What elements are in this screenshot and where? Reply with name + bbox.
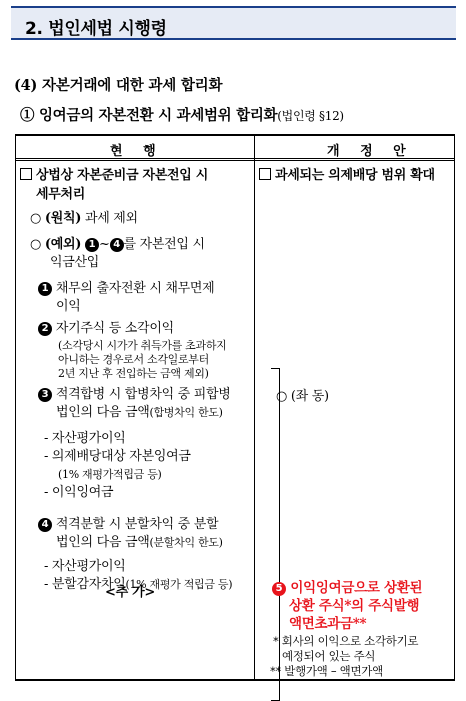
- checkbox-icon: [20, 168, 32, 180]
- subsection-title: ① 잉여금의 자본전환 시 과세범위 합리화: [20, 107, 278, 124]
- principle-text: 과세 제외: [84, 211, 138, 226]
- principle-prefix: (원칙): [44, 211, 82, 226]
- current-main-text-cont: 세무처리: [36, 187, 86, 202]
- exception-text-cont: 익금산입: [50, 255, 100, 270]
- exception-text: 를 자본전입 시: [123, 237, 205, 252]
- item-3-text: 적격합병 시 합병차익 중 피합병: [55, 387, 231, 402]
- item-3: [38, 386, 231, 404]
- proposed-main-text: 과세되는 의제배당 범위 확대: [275, 168, 435, 183]
- proposed-new-item: [272, 580, 422, 597]
- footnote-2: ** 발행가액 – 액면가액: [270, 664, 383, 678]
- exception-prefix: (예외): [44, 237, 82, 252]
- proposed-main-item: [259, 167, 435, 185]
- item-1: [38, 280, 214, 298]
- item-3-sub-2: - 의제배당대상 자본잉여금: [44, 449, 191, 464]
- law-reference: (법인령 §12): [277, 109, 344, 123]
- item-3-limit-note: (합병차익 한도): [149, 406, 223, 419]
- current-main-text: 상법상 자본준비금 자본전입 시: [36, 168, 209, 183]
- proposed-new-text-3: 액면초과금**: [289, 616, 367, 632]
- item-4-text-cont: [56, 534, 223, 552]
- same-as-left-bracket: [271, 368, 280, 701]
- item-4-limit-note: (분할차익 한도): [149, 536, 223, 549]
- table-right-border: [454, 136, 455, 679]
- item-4-text: 적격분할 시 분할차익 중 분할: [55, 517, 219, 532]
- exception-item: ○ (예외) 1 ~ 4 를 자본전입 시: [30, 237, 205, 252]
- footnote-1: * 회사의 이익으로 소각하기로: [273, 634, 419, 648]
- number-5-icon: 5: [272, 582, 286, 596]
- item-1-text: 채무의 출자전환 시 채무면제: [55, 281, 215, 296]
- checkbox-icon: [259, 168, 271, 180]
- item-4-sub-1: - 자산평가이익: [44, 559, 126, 574]
- item-3-sub-3: - 이익잉여금: [44, 485, 114, 500]
- item-3-text-main: 법인의 다음 금액: [56, 405, 150, 420]
- item-2-note-2: 아니하는 경우로서 소각일로부터: [58, 353, 209, 366]
- column-divider: [254, 136, 255, 679]
- item-3-sub-2-note: (1% 재평가적립금 등): [58, 468, 162, 481]
- section-heading: (4) 자본거래에 대한 과세 합리화: [14, 77, 223, 94]
- number-2-icon: 2: [38, 322, 52, 336]
- subsection-heading: [20, 104, 344, 125]
- page-title: 2. 법인세법 시행령: [25, 19, 167, 39]
- column-header-proposed: 개 정 안: [327, 144, 414, 159]
- table-header-row: [15, 136, 455, 161]
- item-4-sub-2-text: - 분할감자차익: [44, 577, 126, 592]
- number-4-icon: 4: [110, 238, 124, 252]
- footnote-1-cont: 예정되어 있는 주식: [282, 649, 376, 663]
- title-bar: [11, 6, 456, 40]
- current-main-item: [20, 167, 208, 185]
- item-2: [38, 320, 174, 338]
- item-3-sub-1: - 자산평가이익: [44, 431, 126, 446]
- proposed-new-text: 이익잉여금으로 상환된: [290, 580, 423, 596]
- item-4-text-main: 법인의 다음 금액: [56, 535, 150, 550]
- item-2-text: 자기주식 등 소각이익: [55, 321, 174, 336]
- number-3-icon: 3: [38, 388, 52, 402]
- same-as-left: ○ (좌 동): [276, 389, 329, 404]
- item-2-note-3: 2년 지난 후 전입하는 금액 제외): [58, 367, 209, 380]
- table-left-border: [15, 136, 16, 679]
- number-1-icon: 1: [38, 282, 52, 296]
- add-label: <추 가>: [105, 585, 155, 600]
- item-4-sub-2-note: (1% 재평가 적립금 등): [125, 578, 233, 591]
- column-header-current: 현 행: [110, 144, 164, 159]
- item-2-note-1: (소각당시 시가가 취득가를 초과하지: [58, 339, 227, 352]
- principle-item: ○ (원칙) 과세 제외: [30, 211, 138, 226]
- item-1-text-cont: 이익: [56, 299, 81, 314]
- item-3-text-cont: [56, 404, 223, 422]
- exception-tilde: ~: [98, 237, 110, 252]
- number-4-icon: 4: [38, 518, 52, 532]
- item-4: [38, 516, 218, 534]
- number-1-icon: 1: [85, 238, 99, 252]
- proposed-new-text-2: 상환 주식*의 주식발행: [289, 598, 420, 614]
